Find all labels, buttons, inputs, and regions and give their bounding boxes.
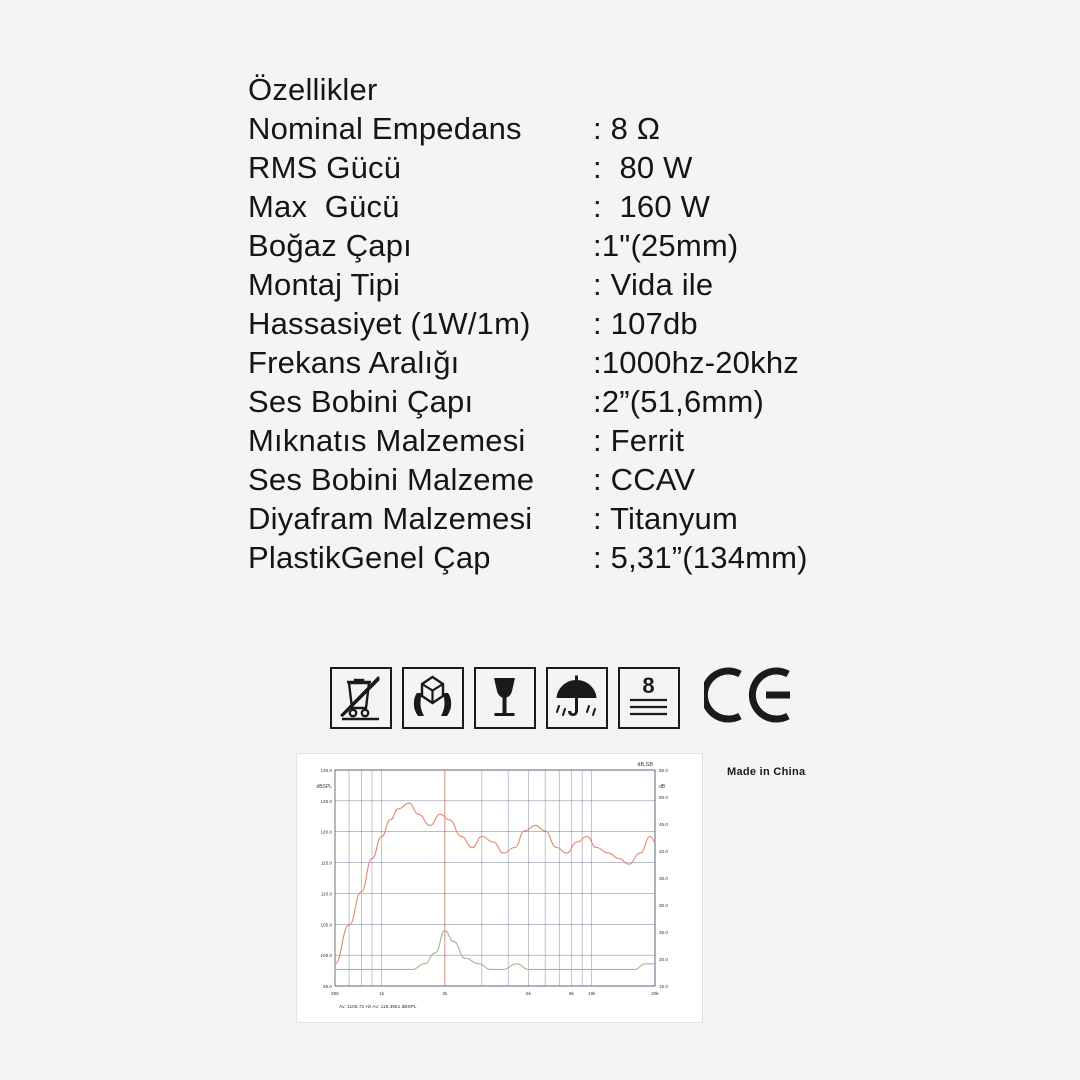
- y-tick-label-left: 110.0: [320, 891, 332, 897]
- spec-value: : 5,31”(134mm): [593, 540, 808, 575]
- spec-label: PlastikGenel Çap: [248, 540, 491, 575]
- spec-row: [248, 265, 888, 304]
- fragile-glass-icon: [474, 667, 536, 729]
- x-tick-label: 2k: [442, 991, 448, 996]
- spec-value: :1"(25mm): [593, 228, 739, 263]
- ce-mark-icon: [704, 664, 796, 731]
- y-tick-label-right: 20.0: [659, 957, 668, 962]
- spec-label: Ses Bobini Çapı: [248, 384, 474, 419]
- y-axis-label-left: dBSPL: [316, 784, 332, 790]
- spec-value: :2”(51,6mm): [593, 384, 765, 419]
- spec-row: [248, 421, 888, 460]
- y-axis-label-right: dB: [659, 784, 666, 790]
- y-tick-label-left: 125.0: [320, 798, 332, 804]
- spec-row: [248, 304, 888, 343]
- x-tick-label: 10k: [588, 991, 596, 996]
- spec-label: Boğaz Çapı: [248, 228, 412, 263]
- spec-value: : Titanyum: [593, 501, 738, 536]
- y-tick-label-right: 55.0: [659, 768, 668, 773]
- spec-label: Ses Bobini Malzeme: [248, 462, 535, 497]
- spec-value: : 80 W: [593, 150, 693, 185]
- x-tick-label: 1k: [379, 991, 385, 996]
- stacking-limit-icon: [618, 667, 680, 729]
- specifications-title: Özellikler: [248, 72, 378, 107]
- spec-value: : Vida ile: [593, 267, 714, 302]
- packaging-symbols-strip: [330, 664, 796, 731]
- spec-row: [248, 382, 888, 421]
- spec-row: [248, 460, 888, 499]
- keep-dry-umbrella-icon: [546, 667, 608, 729]
- specifications-block: [248, 70, 888, 577]
- spec-value: : 8 Ω: [593, 111, 661, 146]
- spec-label: Nominal Empedans: [248, 111, 522, 146]
- made-in-china-label: Made in China: [727, 766, 806, 778]
- y-tick-label-left: 100.0: [320, 953, 332, 959]
- spec-row: [248, 148, 888, 187]
- spec-value: :1000hz-20khz: [593, 345, 799, 380]
- spec-label: Montaj Tipi: [248, 267, 401, 302]
- spec-row: [248, 538, 888, 577]
- y-tick-label-right: 40.0: [659, 849, 668, 854]
- y-tick-label-right: 35.0: [659, 876, 668, 881]
- spec-value: : Ferrit: [593, 423, 685, 458]
- y-tick-label-right: 50.0: [659, 795, 668, 800]
- frequency-response-chart: [296, 753, 703, 1023]
- weee-crossed-out-bin-icon: [330, 667, 392, 729]
- y-tick-label-left: 115.0: [320, 860, 332, 866]
- y-tick-label-left: 120.0: [320, 829, 332, 835]
- x-tick-label: 600: [331, 991, 339, 996]
- chart-footer-label: Av: 1105.72 Hz Av: 115.3961 dBSPL: [339, 1005, 417, 1010]
- spec-value: : CCAV: [593, 462, 696, 497]
- spec-label: Diyafram Malzemesi: [248, 501, 533, 536]
- y-tick-label-right: 25.0: [659, 930, 668, 935]
- stacking-limit-number: 8: [642, 672, 655, 698]
- spec-value: : 160 W: [593, 189, 711, 224]
- spec-row: [248, 343, 888, 382]
- x-tick-label: 20k: [651, 991, 659, 996]
- y-tick-label-right: 30.0: [659, 903, 668, 908]
- y-tick-label-left: 130.0: [320, 768, 332, 773]
- x-tick-label: 8k: [568, 991, 574, 996]
- spec-value: : 107db: [593, 306, 698, 341]
- spec-label: RMS Gücü: [248, 150, 402, 185]
- spec-row: [248, 187, 888, 226]
- chart-corner-label: dB,SB: [637, 762, 653, 768]
- spec-label: Frekans Aralığı: [248, 345, 460, 380]
- spec-row: [248, 499, 888, 538]
- x-tick-label: 5k: [526, 991, 531, 996]
- spec-row: [248, 226, 888, 265]
- spec-label: Hassasiyet (1W/1m): [248, 306, 531, 341]
- spec-label: Mıknatıs Malzemesi: [248, 423, 526, 458]
- spec-row: [248, 109, 888, 148]
- y-tick-label-left: 105.0: [320, 922, 332, 928]
- y-tick-label-right: 45.0: [659, 822, 668, 827]
- handle-with-care-icon: [402, 667, 464, 729]
- spec-label: Max Gücü: [248, 189, 400, 224]
- y-tick-label-left: 95.0: [323, 984, 332, 989]
- y-tick-label-right: 15.0: [659, 984, 668, 989]
